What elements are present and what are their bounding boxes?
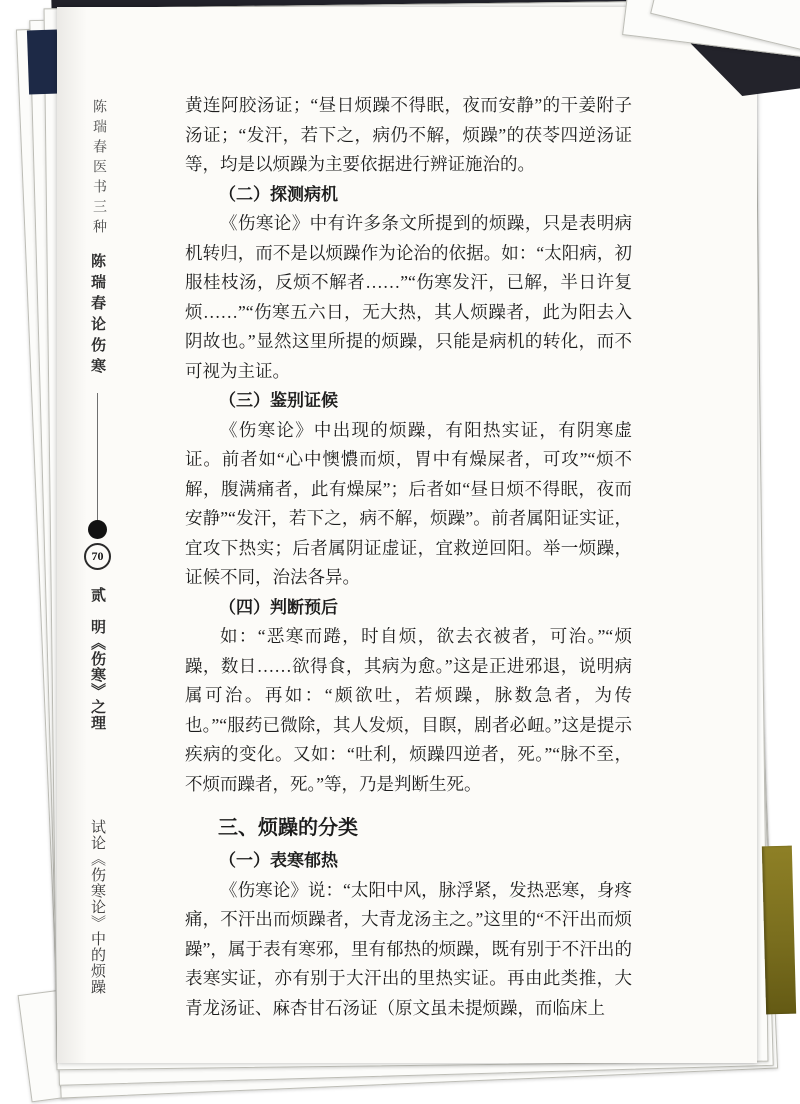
sidebar-chapter-label: 试论《伤寒论》中的烦躁	[89, 819, 105, 995]
page-gutter-shading	[57, 7, 87, 1063]
subsection-heading: （二）探测病机	[219, 184, 338, 204]
book-page	[57, 7, 757, 1063]
olive-cover-edge	[762, 846, 796, 1015]
sidebar-part-label: 贰 明《伤寒》之理	[89, 587, 105, 731]
sidebar-dot-marker	[88, 520, 107, 539]
body-text-column	[185, 91, 632, 1023]
sidebar-series-title: 陈瑞春医书三种	[91, 99, 106, 239]
body-paragraph: 《伤寒论》说：“太阳中风，脉浮紧，发热恶寒，身疼痛，不汗出而烦躁者，大青龙汤主之。”这里的“不汗出而烦躁”，属于表有寒邪，里有郁热的烦躁，既有别于不汗出的表寒实证，亦有别于大汗出的里热实证。再由此类推，大青龙汤证、麻杏甘石汤证（原文虽未提烦躁，而临床上	[185, 879, 632, 1018]
navy-cover-spine	[27, 29, 59, 94]
section-heading: 三、烦躁的分类	[218, 817, 358, 839]
subsection-heading: （一）表寒郁热	[219, 851, 338, 870]
sidebar-rule	[97, 393, 98, 521]
body-paragraph: 如：“恶寒而踡，时自烦，欲去衣被者，可治。”“烦躁，数日……欲得食，其病为愈。”这是正进邪退，说明病属可治。再如：“颇欲吐，若烦躁，脉数急者，为传也。”“服药已微除，其人发烦，目瞑，剧者必衄。”这是提示疾病的变化。又如：“吐利，烦躁四逆者，死。”“脉不至，不烦而躁者，死。”等，乃是判断生死。	[185, 626, 633, 794]
subsection-heading: （三）鉴别证候	[219, 391, 338, 410]
page-number: 70	[91, 549, 104, 563]
continued-paragraph: 黄连阿胶汤证；“昼日烦躁不得眠，夜而安静”的干姜附子汤证；“发汗，若下之，病仍不解，烦躁”的茯苓四逆汤证等，均是以烦躁为主要依据进行辨证施治的。	[185, 95, 632, 174]
body-paragraph: 《伤寒论》中出现的烦躁，有阳热实证，有阴寒虚证。前者如“心中懊憹而烦，胃中有燥屎者，可攻”“烦不解，腹满痛者，此有燥屎”；后者如“昼日烦不得眠，夜而安静”“发汗，若下之，病不解，烦躁”。前者属阳证实证，宜攻下热实；后者属阴证虚证，宜救逆回阳。举一烦躁，证候不同，治法各异。	[185, 419, 632, 587]
page-number-badge	[84, 543, 111, 570]
body-paragraph: 《伤寒论》中有许多条文所提到的烦躁，只是表明病机转归，而不是以烦躁作为论治的依据。如：“太阳病，初服桂枝汤，反烦不解者……”“伤寒发汗，已解，半日许复烦……”“伤寒五六日，无大热，其人烦躁者，此为阳去入阴故也。”显然这里所提的烦躁，只能是病机的转化，而不可视为主证。	[185, 213, 632, 381]
subsection-heading: （四）判断预后	[219, 597, 338, 617]
sidebar-book-title: 陈瑞春论伤寒	[89, 253, 105, 379]
